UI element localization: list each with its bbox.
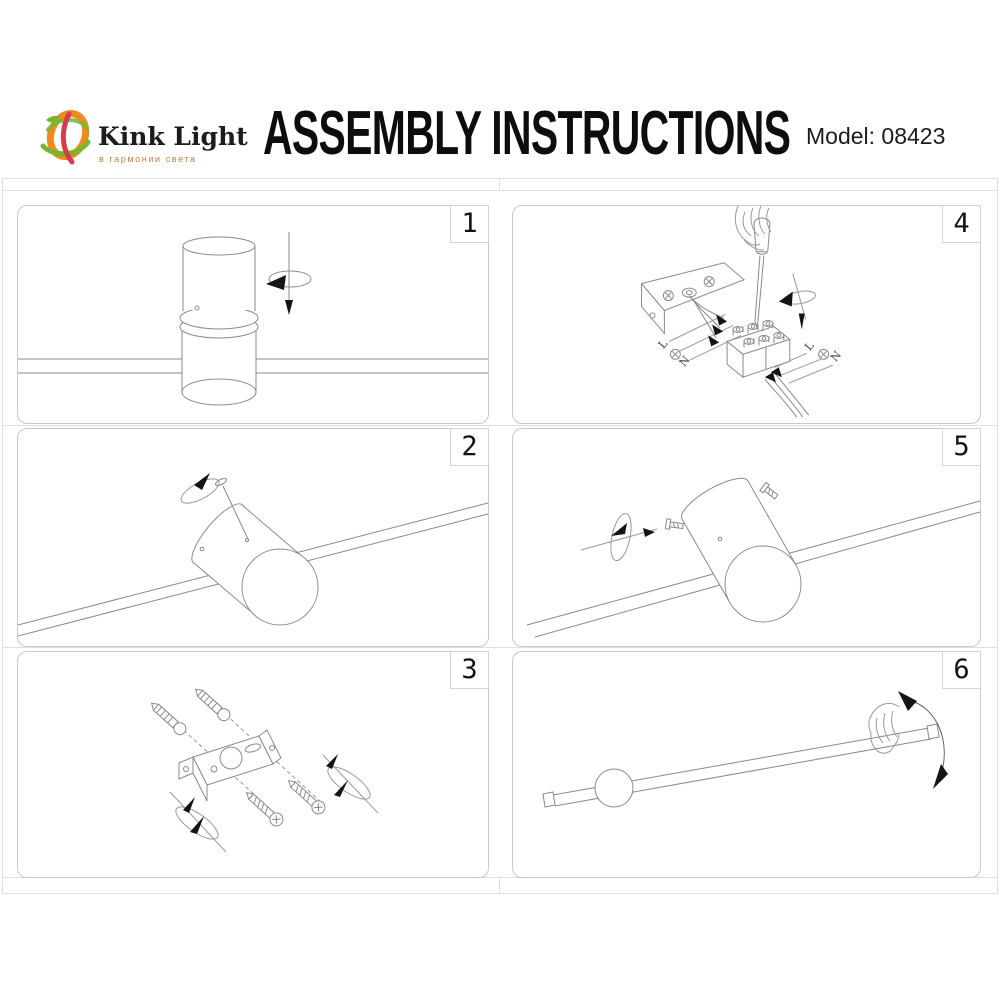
screwdriver xyxy=(754,218,770,327)
brand-name: Kink Light xyxy=(98,122,248,151)
rotation-arc xyxy=(909,700,944,776)
rotate-arrowhead-icon xyxy=(898,691,917,711)
step-2-illustration xyxy=(18,429,488,646)
frame-divider-top xyxy=(499,178,500,190)
kink-light-logo xyxy=(38,106,268,186)
rod-ball-joint xyxy=(595,769,633,807)
screw xyxy=(760,483,780,501)
step-number-badge: 5 xyxy=(942,428,981,466)
down-arrowhead-icon xyxy=(799,314,805,330)
hand xyxy=(869,703,899,753)
fixture-body-cylinder xyxy=(725,546,801,622)
down-arrowhead-icon xyxy=(285,300,293,315)
step-panel-5 xyxy=(512,428,981,647)
rotate-arrowhead-icon xyxy=(933,764,948,789)
step-panel-2 xyxy=(17,428,489,647)
frame-divider-bottom xyxy=(499,877,500,893)
step-3-illustration xyxy=(18,652,488,877)
step-number-badge: 6 xyxy=(942,651,981,689)
wire xyxy=(693,300,716,339)
model-number: Model: 08423 xyxy=(806,123,946,149)
supply-wire xyxy=(765,379,797,417)
frame-line-top xyxy=(2,190,997,191)
rotate-arrowhead-icon xyxy=(190,816,204,834)
step-panel-1 xyxy=(17,205,489,424)
frame-line-row1 xyxy=(2,425,997,426)
step-panel-3 xyxy=(17,651,489,878)
rotate-arrow-icon xyxy=(607,512,635,563)
kink-light-logo-icon xyxy=(38,108,96,170)
mounting-screw xyxy=(284,776,327,817)
step-panel-6 xyxy=(512,651,981,878)
rotate-arrowhead-icon xyxy=(643,528,655,537)
step-1-illustration xyxy=(18,206,488,423)
frame-line-row2 xyxy=(2,647,997,648)
supply-wire xyxy=(769,375,803,417)
rotate-arrowhead-icon xyxy=(779,292,793,307)
wire-label-neutral: N xyxy=(676,353,693,370)
rotate-arrowhead-icon xyxy=(194,473,210,490)
wire-label-live: L xyxy=(802,339,817,354)
brand-tagline: в гармонии света xyxy=(99,154,197,164)
step-panel-4 xyxy=(512,205,981,424)
step-number-badge: 4 xyxy=(942,205,981,243)
wire-label-neutral: N xyxy=(827,348,845,365)
rotate-arrow-icon xyxy=(171,801,222,844)
page-title: ASSEMBLY INSTRUCTIONS xyxy=(263,99,791,168)
canopy-cylinder xyxy=(183,237,255,255)
rotate-arrowhead-icon xyxy=(334,780,348,797)
wall-anchor xyxy=(192,685,233,723)
wire-arrowhead-icon xyxy=(708,335,719,346)
mounting-bracket xyxy=(193,736,273,785)
step-6-illustration xyxy=(513,652,980,877)
step-number-badge: 3 xyxy=(450,651,489,689)
supply-wire xyxy=(773,371,809,415)
step-number-badge: 1 xyxy=(450,205,489,243)
step-number-badge: 2 xyxy=(450,428,489,466)
step-5-illustration xyxy=(513,429,980,646)
mounting-screw xyxy=(242,788,285,829)
fixture-body-cylinder xyxy=(242,549,318,625)
wall-anchor xyxy=(148,699,189,737)
screw xyxy=(665,519,683,531)
wire-label-live: L xyxy=(655,337,671,352)
step-4-illustration xyxy=(513,206,980,423)
rotate-arrow-icon xyxy=(178,474,223,508)
